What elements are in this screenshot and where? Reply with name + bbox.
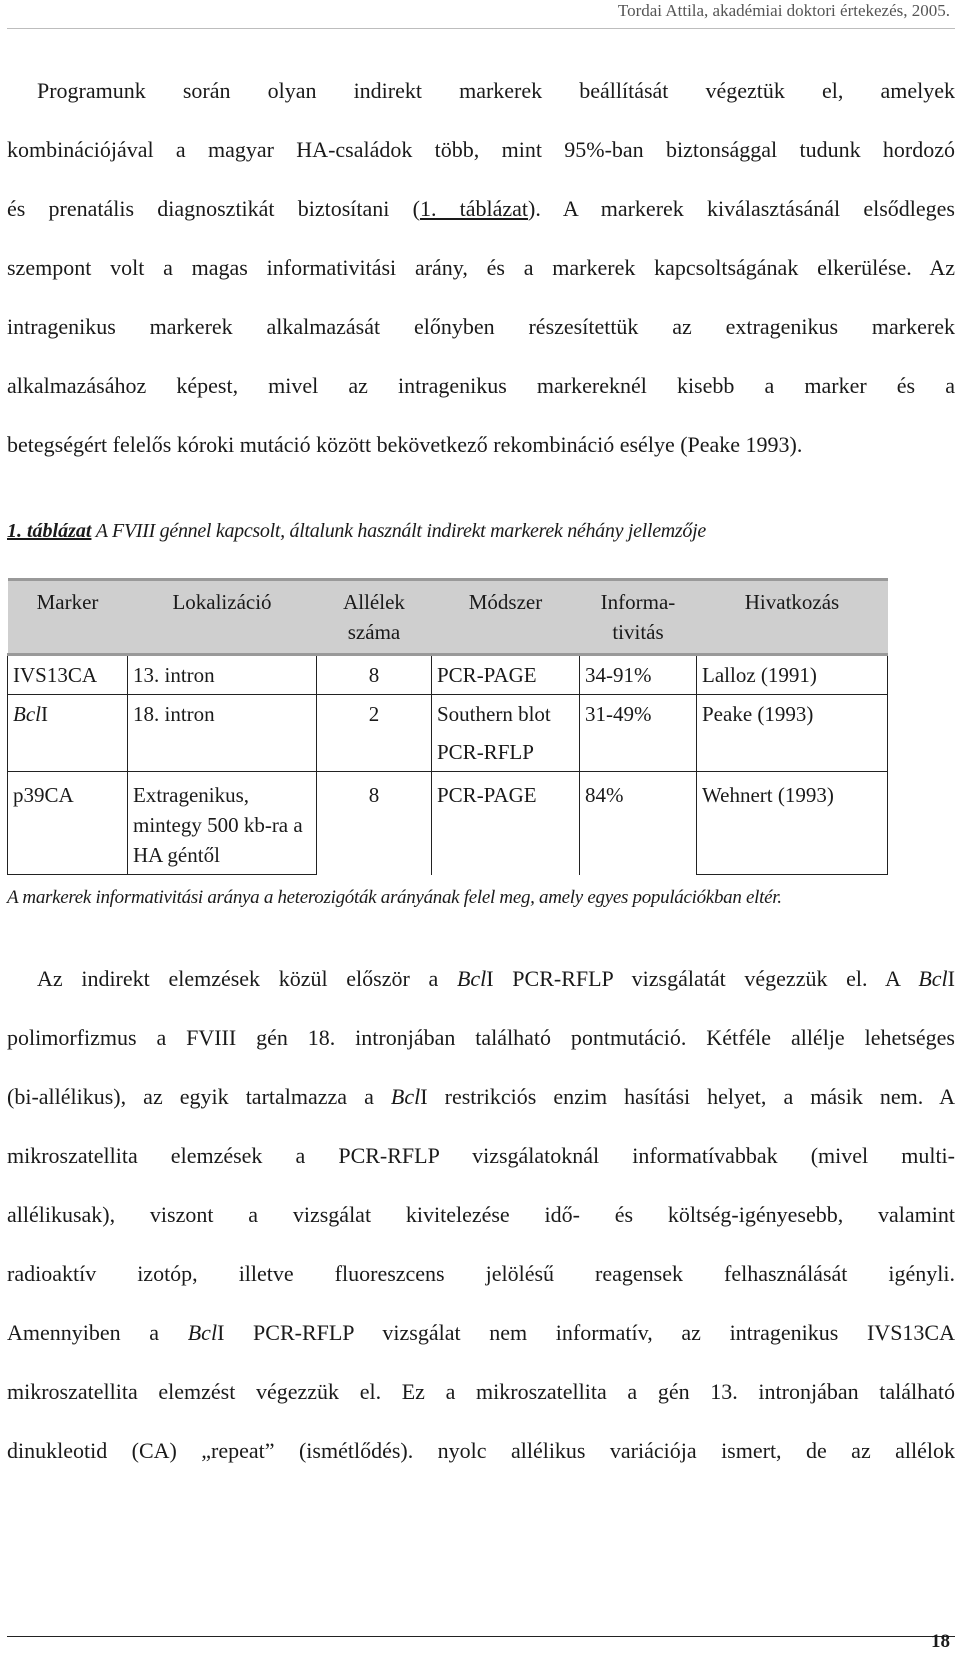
table-footnote: A markerek informativitási aránya a heterozigóták arányának felel meg, amely egyes populációkban eltér. [7,887,782,908]
cell-informativity: 84% [580,772,697,875]
table-row [8,772,888,875]
cell-reference: Wehnert (1993) [697,772,888,875]
text-line: Programunk során olyan indirekt markerek beállítását végeztük el, amelyek [37,78,955,103]
method-line: PCR-RFLP [437,740,534,764]
italic-segment: Bcl [390,1084,421,1109]
text-segment: I PCR-RFLP vizsgálatát végezzük el. A [486,966,919,991]
cell-marker [8,695,128,772]
text-line: betegségért felelős kóroki mutáció között bekövetkező rekombináció esélye (Peake 1993). [7,432,803,457]
table-caption-text: A FVIII génnel kapcsolt, általunk használt indirekt markerek néhány jellemzője [91,520,706,542]
paragraph-indirect-analysis [7,949,955,1480]
italic-segment: Bcl [918,966,948,991]
col-header-alleles: Allélek száma [317,580,432,655]
table-header-row [8,580,888,655]
cell-localization: Extragenikus, mintegy 500 kb-ra a HA géntől [128,772,317,875]
text-line: kombinációjával a magyar HA-családok több, mint 95%-ban biztonsággal tudunk hordozó [7,137,955,162]
text-segment: I [947,966,955,991]
cell-alleles: 8 [317,772,432,875]
cell-method [432,695,580,772]
text-segment: Amennyiben a [7,1320,188,1345]
col-header-reference: Hivatkozás [697,580,888,655]
text-segment: (bi-allélikus), az egyik tartalmazza a [7,1084,391,1109]
text-segment: ). A markerek kiválasztásánál elsődleges [528,196,955,221]
col-header-informativity: Informa-tivitás [580,580,697,655]
cell-reference: Peake (1993) [697,695,888,772]
cell-informativity: 34-91% [580,655,697,695]
col-header-localization: Lokalizáció [128,580,317,655]
text-line: polimorfizmus a FVIII gén 18. intronjában található pontmutáció. Kétféle allélje lehetséges [7,1025,955,1050]
text-line: mikroszatellita elemzést végezzük el. Ez a mikroszatellita a gén 13. intronjában található [7,1379,955,1404]
cell-marker: IVS13CA [8,655,128,695]
cell-reference: Lalloz (1991) [697,655,888,695]
table-caption-number[interactable]: 1. táblázat [7,520,92,542]
text-segment: I PCR-RFLP vizsgálat nem informatív, az intragenikus IVS13CA [217,1320,955,1345]
text-line: radioaktív izotóp, illetve fluoreszcens jelölésű reagensek felhasználását igényli. [7,1261,955,1286]
page-number: 18 [931,1631,950,1652]
italic-segment: Bcl [187,1320,218,1345]
table-row [8,655,888,695]
method-line: Southern blot [437,702,551,726]
cell-localization: 13. intron [128,655,317,695]
cell-alleles: 8 [317,655,432,695]
footer-divider [7,1636,955,1637]
italic-segment: Bcl [456,966,487,991]
running-header: Tordai Attila, akadémiai doktori értekezés, 2005. [617,1,950,20]
col-header-marker: Marker [8,580,128,655]
marker-rest-part: I [40,702,48,726]
table-1-link[interactable]: 1. táblázat [419,196,529,221]
cell-informativity: 31-49% [580,695,697,772]
cell-alleles: 2 [317,695,432,772]
table-row [8,695,888,772]
text-line: szempont volt a magas informativitási arány, és a markerek kapcsoltságának elkerülése. Az [7,255,955,280]
cell-localization: 18. intron [128,695,317,772]
header-divider [7,28,955,29]
cell-method: PCR-PAGE [432,772,580,875]
cell-method: PCR-PAGE [432,655,580,695]
paragraph-intro [7,61,955,474]
cell-marker: p39CA [8,772,128,875]
text-line: allélikusak), viszont a vizsgálat kivitelezése idő- és költség-igényesebb, valamint [7,1202,955,1227]
marker-italic-part: Bcl [13,702,41,726]
text-line: intragenikus markerek alkalmazását előnyben részesítettük az extragenikus markerek [7,314,955,339]
text-line: mikroszatellita elemzések a PCR-RFLP vizsgálatoknál informatívabbak (mivel multi- [7,1143,955,1168]
text-line: dinukleotid (CA) „repeat” (ismétlődés). nyolc allélikus variációja ismert, de az allélok [7,1438,955,1463]
col-header-method: Módszer [432,580,580,655]
text-segment: és prenatális diagnosztikát biztosítani ( [7,196,420,221]
text-segment: I restrikciós enzim hasítási helyet, a másik nem. A [420,1084,955,1109]
table-caption [7,520,706,543]
text-line: alkalmazásához képest, mivel az intragenikus markereknél kisebb a marker és a [7,373,955,398]
text-segment: Az indirekt elemzések közül először a [37,966,457,991]
marker-table [7,578,888,875]
